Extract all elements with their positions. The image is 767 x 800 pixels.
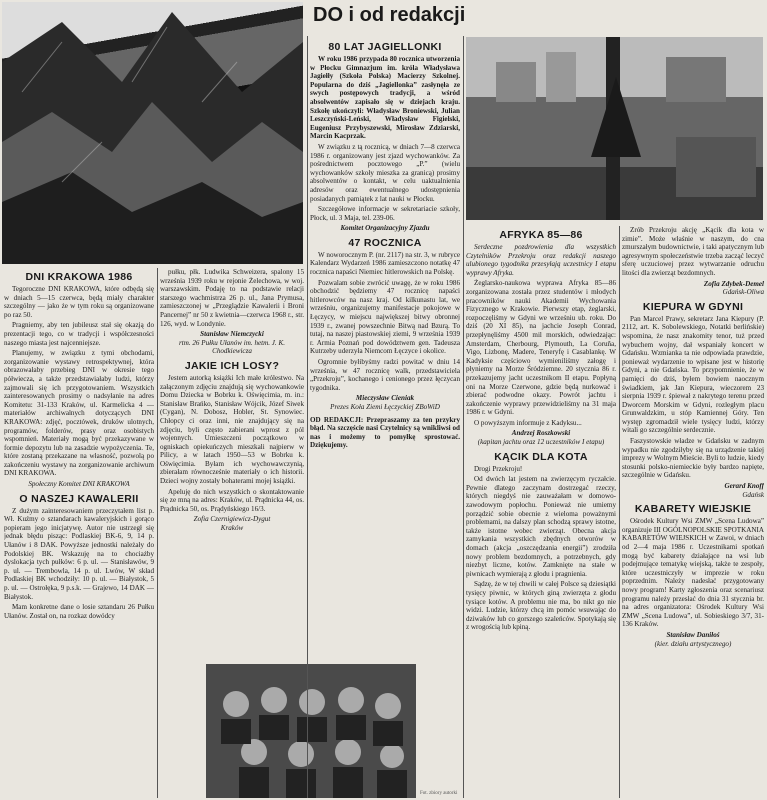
afryka-paragraph: Serdeczne pozdrowienia dla wszystkich Czytelników Przekroju oraz redakcji naszego ulubionego tygodnika przesyłają uczestnicy I etapu wyprawy Afryka. (466, 243, 616, 277)
kacik-paragraph: Drogi Przekroju! (474, 464, 523, 473)
dni-krakowa-paragraph: Pragniemy, aby ten jubileusz stał się okazją do prezentacji tego, co w tradycji i współczesności naszego miasta jest najcenniejsze. (4, 321, 154, 347)
kacik-continuation: Zrób Przekroju akcję „Kącik dla kota w zimie”. Może właśnie w naszym, do cna zmurszałym budownictwie, i taki apatycznym lub agresywnym społeczeństwie trzeba zacząć leczyć sferę uczuciowej przez wytwarzanie odruchu litości dla zwierząt bezdomnych. (622, 226, 764, 277)
rocznica-title: 47 ROCZNICA (348, 236, 422, 249)
column-rule (463, 36, 464, 798)
kabarety-signature-role: (kier. działu artystycznego) (654, 639, 732, 648)
rocznica-paragraph: Pozwalam sobie zwrócić uwagę, że w roku 1986 obchodzić będziemy 47 rocznicę napaści hitlerowców na nasz kraj. Od kilkunastu lat, we wrześniu, organizujemy manifestacje pokojowe w Łęczycy, w miejscu największej bitwy obronnej 1939 r., zwanej powszechnie Bitwą nad Bzurą. To tutaj, na naszej piastowskiej ziemi, 9 września 1939 r. Armia Poznań pod dowództwem gen. Tadeusza Kutrzeby uderzyła Niemcom Łęczyce i okolice. (310, 278, 460, 356)
redakcja-note: OD REDAKCJI: Przepraszamy za ten przykry błąd. Na szczęście nasi Czytelnicy są wnikliwsi od nas i możemy to pomyłkę sprostować. Dziękujemy. (310, 415, 460, 450)
dni-krakowa-paragraph: Tegoroczne DNI KRAKOWA, które odbędą się w dniach 5—15 czerwca, będą miały charakter szczególny — jako że w tym roku są organizowane po raz 50. (4, 285, 154, 319)
dni-krakowa-paragraph: Planujemy, w związku z tymi obchodami, zorganizowanie wystawy retrospektywnej, która obrazowałaby przebieg DNI w okresie tego półwiecza, a także przedstawiałaby ludzi, którzy zajmowali się ich przygotowaniem. Wszystkich zainteresowanych prosimy o nadsyłanie na adres Komitetu: 31-133 Kraków, ul. Karmelicka 4 — materiałów archiwalnych dotyczących DNI KRAKOWA: zdjęć, pocztówek, druków ulotnych, programów, folderów, prasy oraz osobistych wspomnień. Materiały mogą być przekazywane w formie depozytu lub na zasadzie wypożyczenia. Te, które zostaną przekazane na własność, pozwolą po zakończeniu wystawy na zorganizowanie archiwum DNI KRAKOWA. (4, 349, 154, 478)
column-3 (310, 38, 460, 668)
dni-krakowa-signature: Społeczny Komitet DNI KRAKOWA (28, 480, 130, 489)
jagiellonka-signature: Komitet Organizacyjny Zjazdu (340, 224, 430, 233)
harbor-photo (466, 37, 763, 220)
kiepura-title: KIEPURA W GDYNI (642, 300, 744, 313)
column-1 (4, 268, 154, 796)
kiepura-city: Gdańsk (742, 490, 764, 499)
losy-paragraph: Jestem autorką książki Ich małe królestwo. Na załączonym zdjęciu znajdują się wychowankowie Domu Dziecka w Bobrku k. Oświęcimia, m. in.: Stanisław Brańko, Stanisław Wójcik, Józef Siwek (Cygan), N. Dobosz, Hobler, St. Synowiec. Chłopcy ci oraz inni, nie znajdujący się na zdjęciu, byli często zabierani wprost z pól wojennych. Umieszczeni początkowo w ogniskach opiekuńczych mieszkali najpierw w Pilicy, a w latach 1950—53 w Bobrku k. Oświęcimia. Byłam ich wychowawczynią, zbierałam równocześnie materiały o ich historii. Dzieci wojny zostały bohaterami mojej książki. (160, 373, 304, 486)
photo-caption: Fot. zbiory autorki (420, 791, 458, 796)
mountain-shapes (2, 2, 303, 264)
jagiellonka-paragraph: Szczegółowe informacje w sekretariacie szkoły, Płock, ul. 3 Maja, tel. 239-06. (310, 205, 460, 222)
afryka-paragraph: O powyższym informuje z Kadyksu... (474, 418, 582, 427)
rocznica-signature-title: Prezes Koła Ziemi Łęczyckiej ZBoWiD (330, 402, 440, 411)
kawalerii-continuation: pułku, płk. Ludwika Schweizera, spalony 15 września 1939 roku w rejonie Żelechowa, w woj. warszawskim. Podaję to na podstawie relacji starszego wachmistrza 26 p. ul., Jana Prymusa, zamieszczonej w „Przeglądzie Kawalerii i Broni Pancernej” nr 50 z kwietnia—czerwca 1968 r., str. 126, wyd. w Londynie. (160, 268, 304, 328)
column-2 (160, 268, 304, 618)
niemczycki-rank: rtm. 26 Pułku Ułanów im. hetm. J. K. Chodkiewicza (178, 338, 285, 356)
niemczycki-signature: Stanisław Niemczycki (200, 330, 264, 339)
rocznica-signature: Mieczysław Cieniak (355, 394, 415, 403)
column-rule (157, 268, 158, 798)
losy-title: JAKIE ICH LOSY? (184, 359, 280, 372)
kacik-paragraph: Sądzę, że w tej chwili w całej Polsce są dziesiątki tysięcy piwnic, w których giną zwierzęta z głodu tysiące kotów. A problemu nie ma, bo nikt go nie widzi. Ludzie, którzy chcą im pomóc wsuwając do dziwaków lub co gorszego szaleńców. Spotykają się z wrogością lub kpiną. (466, 580, 616, 632)
zdybek-signature: Zofia Zdybek-Demel (703, 279, 764, 288)
column-4 (466, 226, 616, 798)
kabarety-title: KABARETY WIEJSKIE (634, 503, 752, 516)
zdybek-city: Gdańsk-Oliwa (722, 288, 764, 297)
kacik-paragraph: Od dwóch lat jestem na zwierzęcym ryczałcie. Pewnie dlatego zaczynam dostrzegać rzeczy, których niegdyś nie zauważałam w domowo-zawodowym popłochu. Ponieważ nie umiemy porządzić sobie obecnie z wieloma poważnymi problemami, na dalszy plan schodzą sprawy istotne, także istotne wobec zwierząt. Obecna akcja zamykania wszystkich zbędnych otworów w domach (akcja „oszczędzania energii”) zrodziła nowy problem bezdomnych, a potrzebnych, gdy niezbyt liczne, kotów. Zamknięte na stałe w piwnicach wymierają z głodu i pragnienia. (466, 475, 616, 578)
kawalerii-title: O NASZEJ KAWALERII (19, 492, 139, 505)
jagiellonka-paragraph: W związku z tą rocznicą, w dniach 7—8 czerwca 1986 r. organizowany jest zjazd wychowanków. Za pośrednictwem pocztowego „P.” (wielu wychowanków szkoły mieszka za granicą) prosimy absolwentów o kontakt, w celu uaktualnienia adresów oraz ewentualnego udostępnienia posiadanych pamiątek z lat nauki w Płocku. (310, 142, 460, 203)
losy-paragraph: Apeluję do nich wszystkich o skontaktowanie się ze mną na adres: Kraków, ul. Prądnicka 44, os. Prądnicka 50, os. Prądyńskiego 16/3. (160, 487, 304, 513)
rocznica-paragraph: W noworocznym P. (nr. 2117) na str. 3, w rubryce Kalendarz Wydarzeń 1986 zamieszczono notatkę 47 rocznica napaści Niemiec hitlerowskich na Polskę. (310, 250, 460, 277)
afryka-paragraph: Żeglarsko-naukowa wyprawa Afryka 85—86 zorganizowana została przez studentów i młodych pracowników nauki Akademii Wychowania Fizycznego w Krakowie. Pierwszy etap, żeglarski, rozpoczęliśmy w Gdyni we wrześniu ub. roku. Do dziś (20 XI 85), na jachcie Joseph Conrad, przepłynęliśmy 4500 mil morskich, odwiedzając: Amsterdam, Cherbourg, Plymouth, La Coruña, Vigo, Lizbonę, Madere, Teneryfę i Casablankę. W Kadyksie częściowo wymieniliśmy załogę i płyniemy na Morze Śródziemne. 20 stycznia 86 r. przekazujemy jacht uczestnikom II etapu. Popłyną oni na Morze Czerwone, gdzie będą nurkować i zbierać podwodne okazy. Powrót jachtu i zakończenie wyprawy przewidzieliśmy na 31 maja 1986 r. w Gdyni. (466, 279, 616, 417)
harbor-photo-shapes (466, 37, 763, 220)
afryka-signature: Andrzej Roszkowski (511, 429, 571, 438)
kiepura-paragraph: Pan Marcel Prawy, sekretarz Jana Kiepury (P. 2112, art. K. Sobolewskiego, Notatki berlińskie) wspomina, że nasz znakomity tenor, tuż przed wybuchem wojny, dał wspaniały koncert w Gdańsku. Wzmianka ta nie odpowiada prawdzie, ponieważ wydarzenie to wpisane jest w historię Gdyni, a nie Gdańska. To przypomnienie, że w pamięci do dziś, byłem bowiem naocznym świadkiem, jak Jan Kiepura, wieczorem 23 sierpnia 1939 r. śpiewał z nakrytego terenu przed Dworcem Morskim w Gdyni, rozległym placu Grunwaldzkim, u stóp Kamiennej Góry. Ten występ zgromadził wiele tysięcy ludzi, którzy witali go szczególnie serdecznie. (622, 314, 764, 435)
kabarety-paragraph: Ośrodek Kultury Wsi ZMW „Scena Ludowa” organizuje III OGÓLNOPOLSKIE SPOTKANIA KABARETÓW WIEJSKICH w Zawoi, w dniach od 2—4 maja 1986 r. Uczestnikami spotkań mogą być kabarety działające na wsi lub podejmujące tematykę wiejską, także te zespoły, które uczestniczyły w imprezie w roku poprzednim. Należy nadesłać przygotowany nowy program! Karty zgłoszenia oraz scenariusz programu należy przesłać do dnia 31 stycznia br. na adres organizatora: Ośrodek Kultury Wsi ZMW „Scena Ludowa”, ul. Sobieskiego 3/7, 31-136 Kraków. (622, 517, 764, 629)
kawalerii-paragraph: Mam konkretne dane o losie sztandaru 26 Pułku Ułanów. Został on, na rozkaz dowódcy (4, 603, 154, 620)
kabarety-signature: Stanisław Daniłoś (666, 630, 720, 639)
column-5 (622, 226, 764, 798)
children-photo (206, 664, 416, 798)
masthead-title: DO i od redakcji (313, 4, 466, 26)
losy-signature: Zofia Czernigiewicz-Dygut (193, 515, 271, 524)
kawalerii-paragraph: Z dużym zainteresowaniem przeczytałem list p. Wł. Kuźmy o sztandarach kawaleryjskich i gorąco popieram jego inicjatywę. Autor nie ustrzegł się jednak błędu pisząc: Podlaskiej BK-6, 9, 14 p. Ułanów i 8 DAK. Powyższe jednostki należały do Podolskiej BK. Wskazuję na to chociażby dyslokacja tych pułków: 6 p. ul. — Stanisławów, 9 p. ul. — Trembowla, 14 p. ul. Lwów, W skład Podlaskiej BK wchodziły: 10 p. ul. — Białystok, 5 p. ul. — Ostrołęka, 9 p.s.k. — Grajewo, 14 DAK — Białystok. (4, 506, 154, 601)
kacik-title: KĄCIK DLA KOTA (494, 450, 588, 463)
children-photo-shapes (206, 664, 416, 798)
kiepura-signature: Gerard Knoff (724, 482, 764, 491)
rocznica-paragraph: Ogromnie byłibyśmy radzi powitać w dniu 14 września, w 47 rocznicę walk, przedstawiciela „Przekroju”, kochanego i cenionego przez łęczycan tygodnika. (310, 358, 460, 392)
kiepura-paragraph: Faszystowskie władze w Gdańsku w zadnym wypadku nie zgodziłyby się na urządzenie takiej imprezy w Wolnym Mieście. Byli to ludzie, kiedy stosunki polsko-niemieckie były bardzo napięte, szczególnie w Gdańsku. (622, 437, 764, 480)
jagiellonka-title: 80 LAT JAGIELLONKI (328, 41, 442, 53)
mountain-woodcut-illustration (2, 2, 303, 264)
afryka-title: AFRYKA 85—86 (499, 229, 583, 241)
jagiellonka-paragraph: W roku 1986 przypada 80 rocznica utworzenia w Płocku Gimnazjum im. króla Władysława Jagiełły (Szkoła Polska) Macierzy Szkolnej. Popularna do dziś „Jagiellonka” zasłynęła ze swych postępowych tradycji, a wśród absolwentów zapisało się w dziejach kraju. Szkołę ukończyli: Władysław Broniewski, Julian Leszczyński-Leński, Władysław Figielski, Eugeniusz Przybyszewski, Mirosław Zdziarski, Marcin Kacprzak. (310, 55, 460, 141)
column-rule (619, 226, 620, 798)
dni-krakowa-title: DNI KRAKOWA 1986 (25, 271, 133, 283)
losy-signature-city: Kraków (220, 524, 244, 533)
afryka-signature-role: (kapitan jachtu oraz 12 uczestników I etapu) (477, 438, 605, 447)
column-rule (307, 36, 308, 798)
